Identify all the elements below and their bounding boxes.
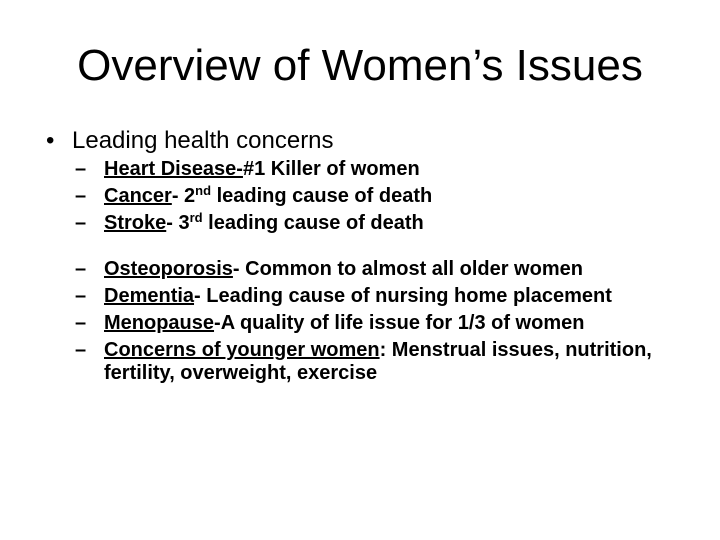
- list-item-osteoporosis: [75, 258, 686, 281]
- dash-icon: –: [75, 185, 87, 207]
- item-description: - Leading cause of nursing home placement: [194, 285, 612, 307]
- item-term: Cancer: [104, 185, 172, 207]
- item-term: Heart Disease-: [104, 158, 243, 180]
- main-bullet-point: [46, 126, 686, 156]
- item-term: Osteoporosis: [104, 258, 233, 280]
- dash-icon: –: [75, 285, 87, 307]
- item-description: leading cause of death: [211, 185, 433, 207]
- item-description: -A quality of life issue for 1/3 of women: [214, 312, 585, 334]
- item-term: Concerns of younger women: [104, 339, 380, 361]
- list-item-cancer: [75, 185, 686, 208]
- item-ordinal-suffix: rd: [189, 210, 203, 225]
- dash-icon: –: [75, 312, 87, 334]
- item-description: leading cause of death: [202, 212, 424, 234]
- item-term: Dementia: [104, 285, 195, 307]
- list-item-heart-disease: [75, 158, 686, 181]
- item-ordinal-suffix: nd: [195, 183, 212, 198]
- dash-icon: –: [75, 258, 87, 280]
- dash-icon: –: [75, 158, 87, 180]
- dash-icon: –: [75, 212, 87, 234]
- item-rank: - 2: [171, 185, 196, 207]
- item-term: Stroke: [104, 212, 167, 234]
- sub-bullet-list: [46, 158, 686, 385]
- list-item-stroke: [75, 212, 686, 235]
- main-point-text: Leading health concerns: [72, 127, 334, 154]
- bullet-icon: •: [46, 127, 55, 154]
- item-description: - Common to almost all older women: [232, 258, 583, 280]
- item-description: : Menstrual issues, nutrition, fertility, overweight, exercise: [104, 339, 652, 384]
- dash-icon: –: [75, 339, 87, 361]
- list-item-menopause: [75, 312, 686, 335]
- list-item-dementia: [75, 285, 686, 308]
- list-item-younger-women: [75, 339, 686, 385]
- item-rank: - 3: [166, 212, 190, 234]
- item-description: #1 Killer of women: [242, 158, 420, 180]
- slide-title: Overview of Women’s Issues: [77, 41, 643, 90]
- item-term: Menopause: [104, 312, 215, 334]
- slide-body: [46, 126, 686, 389]
